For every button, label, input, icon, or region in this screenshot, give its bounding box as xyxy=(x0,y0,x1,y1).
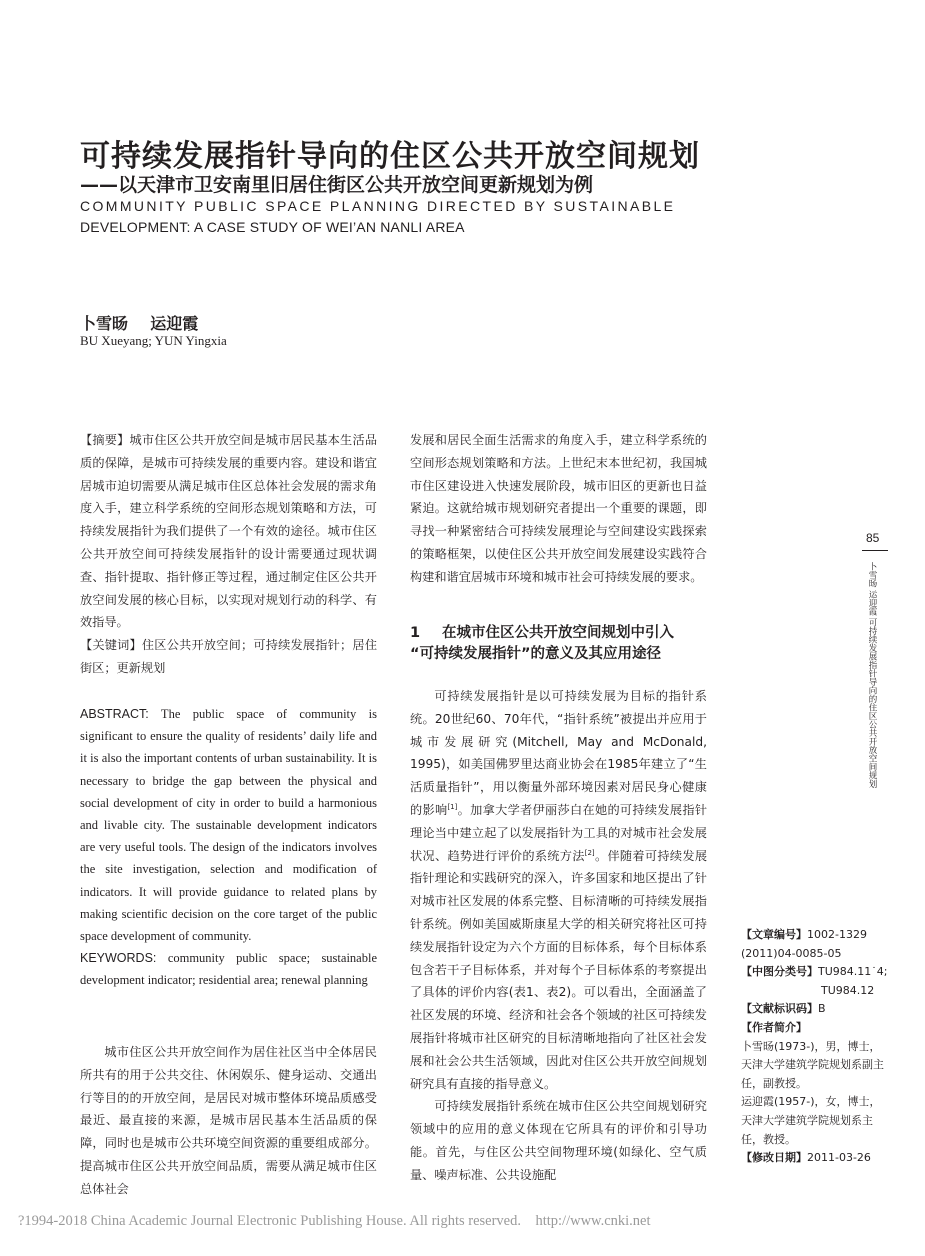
doc-code-label: 【文献标识码】 xyxy=(741,1002,818,1016)
section-heading xyxy=(410,623,710,665)
keywords-en-text: community public space; sustainable development indicator; residential area; renewal planning xyxy=(80,951,377,988)
body-paragraph: 城市住区公共开放空间作为居住社区当中全体居民所共有的用于公共交往、休闲娱乐、健身运动、交通出行等目的的开放空间，是居民对城市整体环境品质感受最近、最直接的来源，是城市居民基本生活品质的保障，同时也是城市公共环境空间资源的重要组成部分。提高城市住区公共开放空间品质，需要从满足城市住区总体社会 xyxy=(80,1045,377,1196)
page-number-rule xyxy=(862,550,888,551)
class-label: 【中图分类号】 xyxy=(741,965,818,979)
abstract-text: 城市住区公共开放空间是城市居民基本生活品质的保障，是城市可持续发展的重要内容。建设和谐宜居城市迫切需要从满足城市住区总体社会发展的需求角度入手，建立科学系统的空间形态规划策略和方法，可持续发展指针为我们提供了一个有效的途径。城市住区公共开放空间可持续发展指针的设计需要通过现状调查、指针提取、指针修正等过程，通过制定住区公共开放空间发展的核心目标，以实现对规划行动的科学、有效指导。 xyxy=(80,433,378,630)
article-metadata xyxy=(741,926,891,1168)
running-head xyxy=(867,562,877,788)
citation: [2] xyxy=(584,848,595,857)
abstract-english xyxy=(80,703,377,992)
keywords-en-label: KEYWORDS: xyxy=(80,951,157,966)
abstract-en-text: The public space of community is significant to ensure the quality of residents’ daily life and it is also the important contents of urban sustainability. It is necessary to bridge the gap between the physical and social development of city in order to build a harmonious and livable city. The sustainable development indicators are very useful tools. The design of the indicators involves the site investigation, selection and modification of indicators. It will provide guidance to related plans by making scientific decision on the core target of the public space development of community. xyxy=(80,707,377,944)
abstract-chinese xyxy=(80,429,377,680)
body-section-1 xyxy=(410,685,707,1187)
title-english-line1: COMMUNITY PUBLIC SPACE PLANNING DIRECTED BY SUSTAINABLE xyxy=(80,198,676,214)
paper-title: 可持续发展指针导向的住区公共开放空间规划 xyxy=(80,139,700,174)
author-info-label: 【作者简介】 xyxy=(741,1020,807,1034)
copyright-footer: ?1994-2018 China Academic Journal Electronic Publishing House. All rights reserved. http://www.cnki.net xyxy=(18,1213,651,1229)
abstract-label: 【摘要】 xyxy=(80,433,130,447)
article-no-2: (2011)04-0085-05 xyxy=(741,946,842,960)
doc-code: B xyxy=(818,1002,826,1016)
revised-label: 【修改日期】 xyxy=(741,1151,807,1165)
section-number: 1 xyxy=(410,625,421,641)
section-title-line1: 在城市住区公共开放空间规划中引入 xyxy=(442,625,674,641)
paper-subtitle: ——以天津市卫安南里旧居住街区公共开放空间更新规划为例 xyxy=(80,174,594,196)
class-code-2: TU984.12 xyxy=(821,983,875,997)
running-head-title: 可持续发展指针导向的住区公共开放空间规划 xyxy=(867,618,877,789)
title-english-line2: DEVELOPMENT: A CASE STUDY OF WEI’AN NANLI AREA xyxy=(80,219,465,235)
article-no-label: 【文章编号】 xyxy=(741,928,807,941)
article-no: 1002-1329 xyxy=(807,928,867,941)
revised-date: 2011-03-26 xyxy=(807,1151,871,1165)
page-number: 85 xyxy=(866,531,880,545)
running-head-authors: 卜雪旸 运迎霞 xyxy=(867,562,877,616)
author-info-2: 运迎霞(1957-)，女，博士，天津大学建筑学院规划系主任，教授。 xyxy=(741,1095,881,1146)
keywords-label: 【关键词】 xyxy=(80,638,142,653)
class-code-1: TU984.11˙4; xyxy=(818,965,888,979)
section-title-line2: “可持续发展指针”的意义及其应用途径 xyxy=(410,646,662,662)
body-intro-left xyxy=(80,1041,377,1201)
body-intro-right xyxy=(410,429,707,589)
citation: [1] xyxy=(447,802,458,811)
body-paragraph: 发展和居民全面生活需求的角度入手，建立科学系统的空间形态规划策略和方法。上世纪末本世纪初，我国城市住区建设进入快速发展阶段，城市旧区的更新也日益紧迫。这就给城市规划研究者提出一个重要的课题，即寻找一种紧密结合可持续发展理论与空间建设实践探索的策略框架，以使住区公共开放空间发展建设实践符合构建和谐宜居城市环境和城市社会可持续发展的要求。 xyxy=(410,433,707,584)
author-info-1: 卜雪旸(1973-)，男，博士，天津大学建筑学院规划系副主任，副教授。 xyxy=(741,1039,884,1090)
keywords-text: 住区公共开放空间；可持续发展指针；居住街区；更新规划 xyxy=(80,638,378,675)
body-paragraph: 可持续发展指针是以可持续发展为目标的指针系统。20世纪60、70年代，“指针系统”被提出并应用于城市发展研究(Mitchell, May and McDonald, 1995)，如美国佛罗里达商业协会在1985年建立了“生活质量指针”，用以衡量外部环境因素对居民身心健康的影响[1]。加拿大学者伊丽莎白在她的可持续发展指针理论当中建立起了以发展指针为工具的对城市社会发展状况、趋势进行评价的系统方法[2]。伴随着可持续发展指针理论和实践研究的深入，许多国家和地区提出了针对城市社区发展的体系完整、目标清晰的可持续发展指针系统。例如美国威斯康星大学的相关研究将社区可持续发展指针设定为六个方面的目标体系，每个目标体系包含若干子目标体系，并对每个子目标体系的考察提出了具体的评价内容(表1、表2)。可以看出，全面涵盖了社区发展的环境、经济和社会各个领域的社区可持续发展指针将城市社区研究的目标清晰地指向了社区社会发展和社会公共生活领域，因此对住区公共开放空间规划研究具有直接的指导意义。 xyxy=(410,689,708,1091)
body-paragraph: 可持续发展指针系统在城市住区公共空间规划研究领域中的应用的意义体现在它所具有的评价和引导功能。首先，与住区公共空间物理环境(如绿化、空气质量、噪声标准、公共设施配 xyxy=(410,1099,707,1182)
abstract-en-label: ABSTRACT: xyxy=(80,707,149,721)
authors-chinese: 卜雪旸 运迎霞 xyxy=(80,314,199,333)
paper-title-english xyxy=(80,196,710,238)
authors-english: BU Xueyang; YUN Yingxia xyxy=(80,333,227,348)
